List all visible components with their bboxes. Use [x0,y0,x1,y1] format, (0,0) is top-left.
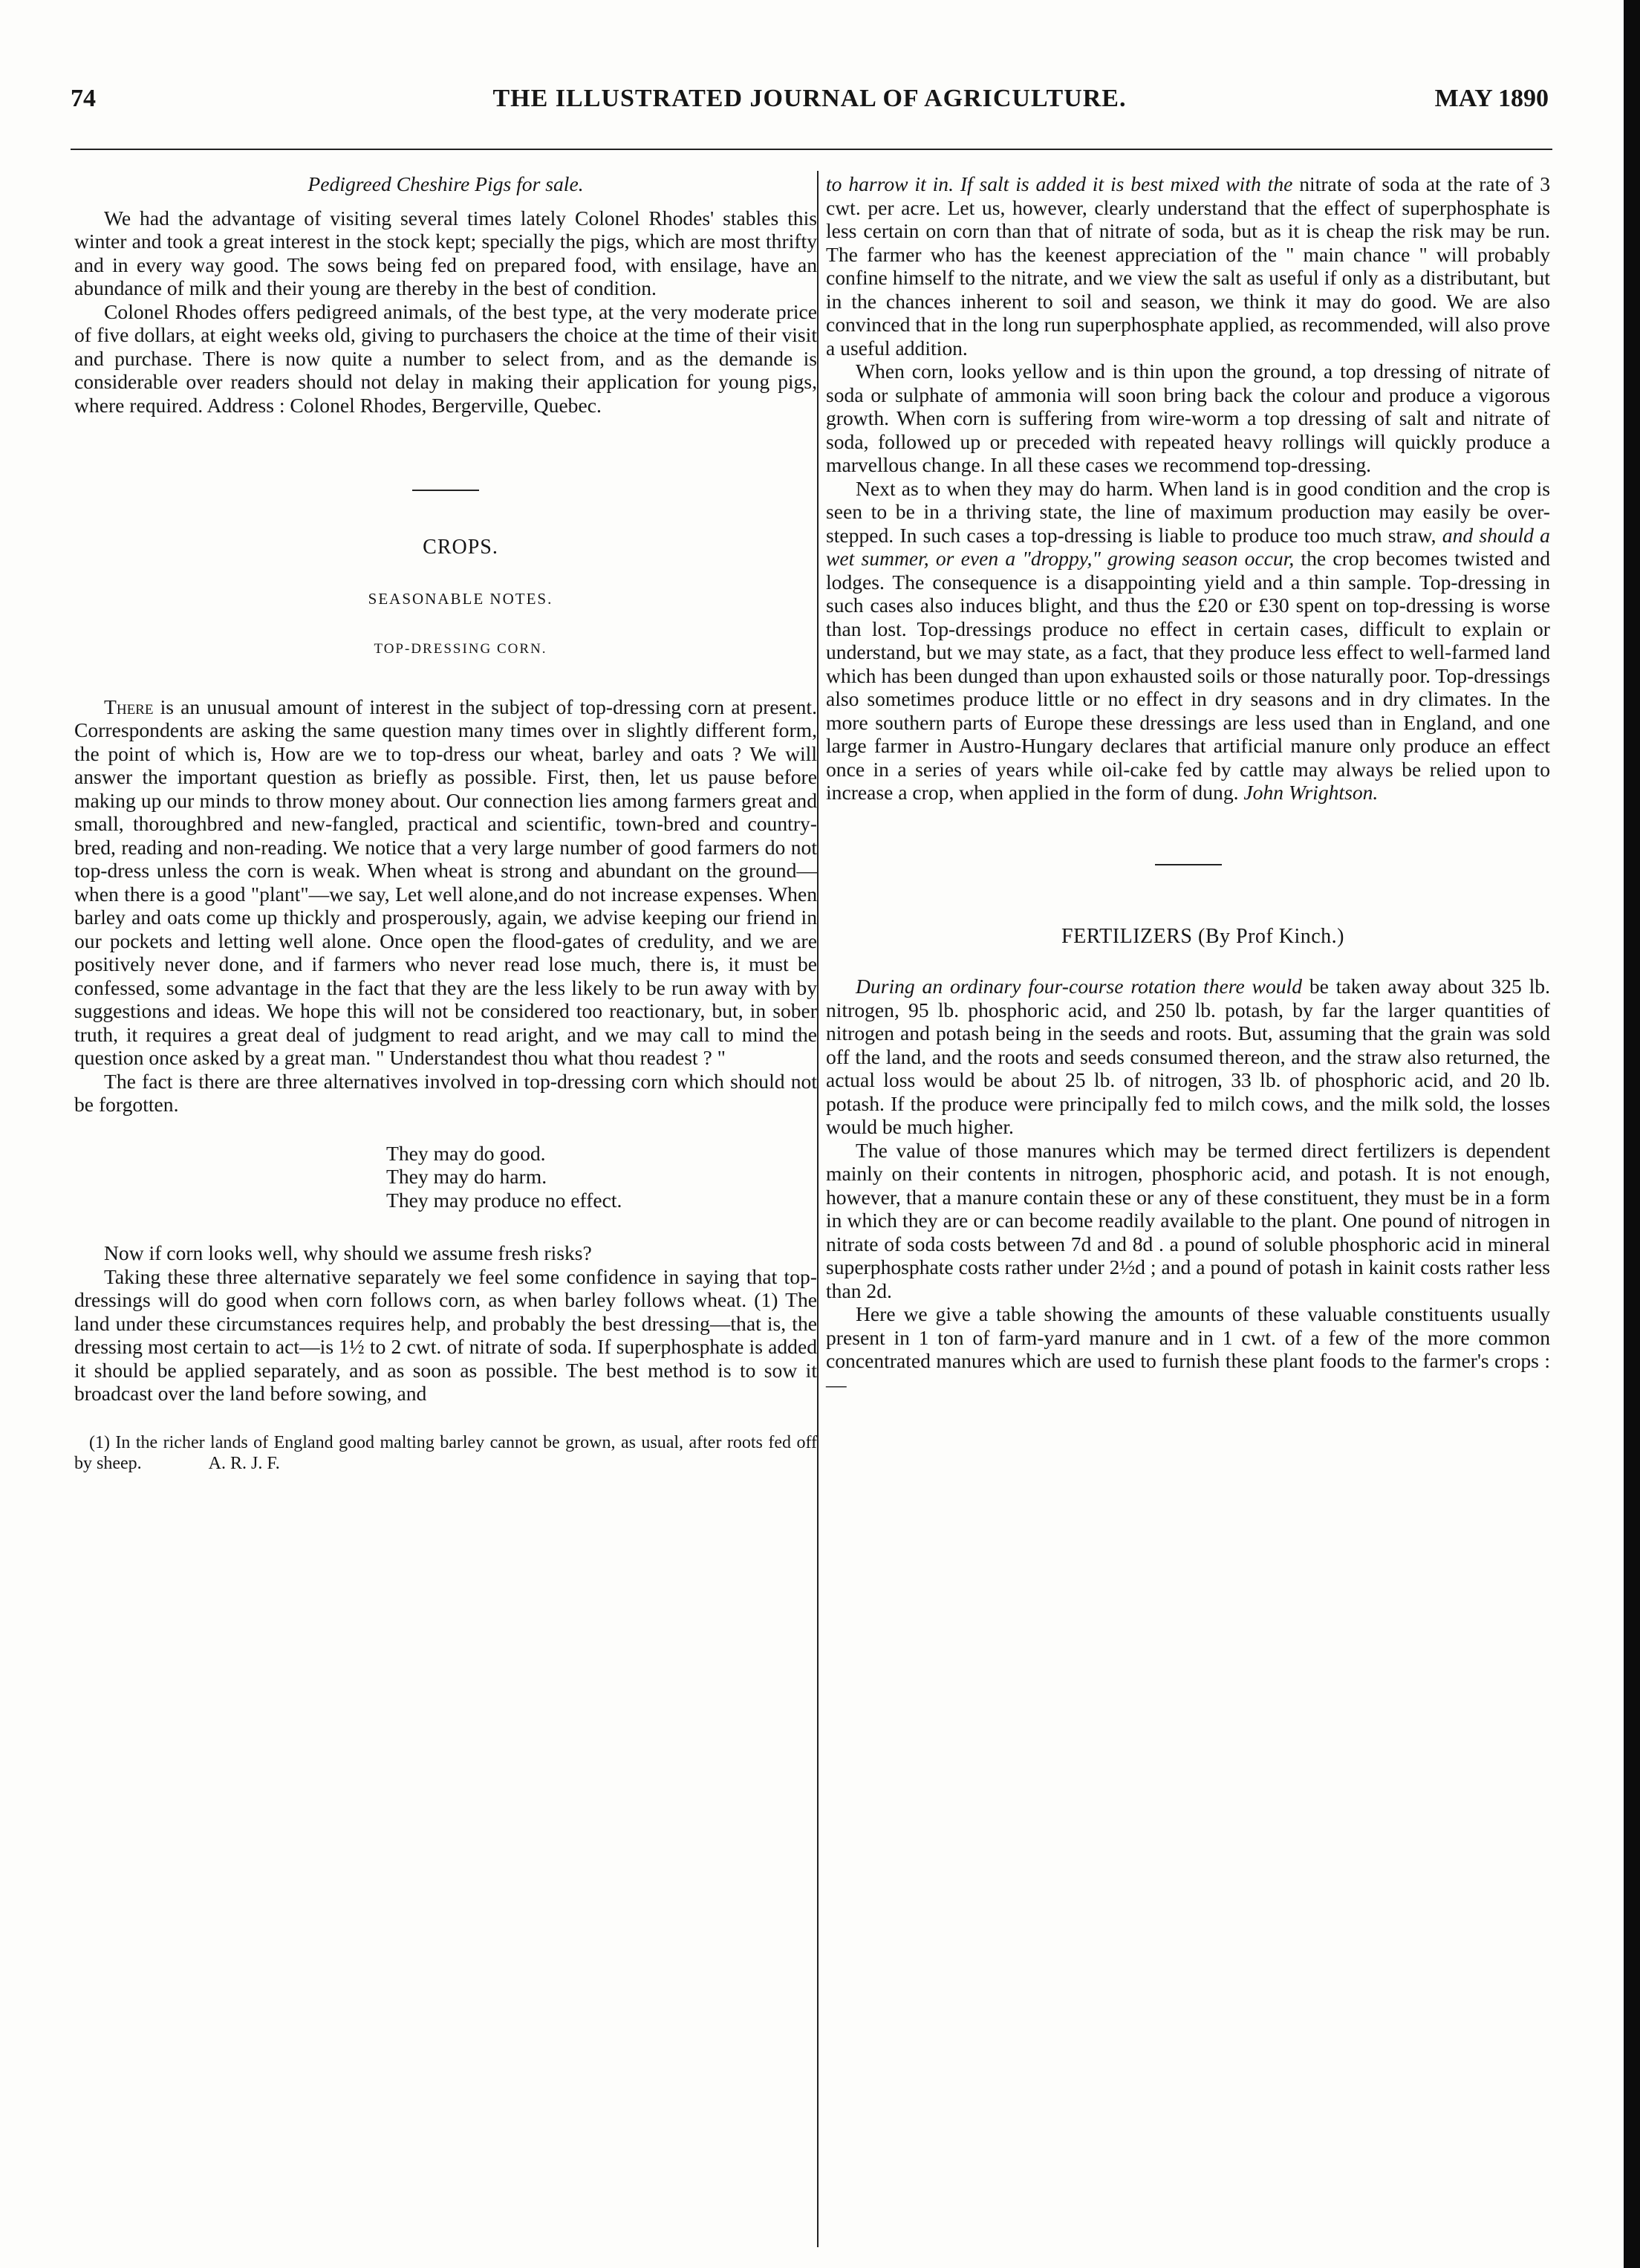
cheshire-heading: Pedigreed Cheshire Pigs for sale. [308,172,584,195]
footnote [74,1432,817,1474]
right-paragraph-3a: Next as to when they may do harm. When land is in good condition and the crop is seen to be in a thriving state, the line of maximum production may easily be over-stepped. In such cases a top-dressing is liable to produce too much straw, [826,476,1550,547]
footnote-text: (1) In the richer lands of England good malting barley cannot be grown, as usual, after roots fed off by sheep. [74,1432,817,1473]
right-paragraph-3b: the crop becomes twisted and lodges. The consequence is a disappointing yield and a thin sample. Top-dressing in such cases also induces blight, and thus the £20 or £30 spent on top-dressing is worse than lost. Top-dressings produce no effect in certain cases, difficult to explain or understand, but we may state, as a fact, that they produce less effect to well-farmed land which has been dunged than upon exhausted soils or those naturally poor. Top-dressings also sometimes produce little or no effect in dry seasons and in dry climates. In the more southern parts of Europe these dressings are less used than in England, and one large farmer in Austro-Hungary declares that artificial manure only produce an effect once in a series of years while oil-cake fed by cattle may always be relied upon to increase a crop, when applied in the form of dung. [826,547,1550,804]
page-number: 74 [71,85,96,112]
crops-paragraph-3: Now if corn looks well, why should we assume fresh risks? [104,1241,592,1264]
alternative-3: They may produce no effect. [386,1188,622,1212]
alternative-2: They may do harm. [386,1165,547,1188]
issue-date: MAY 1890 [1434,85,1549,112]
author-signature: John Wrightson. [1243,781,1379,804]
footnote-signature: A. R. J. F. [208,1453,280,1473]
right-paragraph-1-text: nitrate of soda at the rate of 3 cwt. per acre. Let us, however, clearly understand that the effect of superphosphate is less certain on corn than that of nitrate of soda, but as it is cheap the risk may be run. The farmer who has the keenest appreciation of the " main chance " will probably confine himself to the nitrate, and we view the salt as useful if only as a distributant, but in the chances inherent to soil and season, we think it may do good. We are also convinced that in the long run superphosphate applied, as recommended, will also prove a useful addition. [826,172,1550,360]
fertilizers-paragraph-1-italic: During an ordinary four-course rotation there would [856,975,1303,998]
fertilizers-paragraph-1 [826,975,1550,1139]
fertilizers-heading: FERTILIZERS (By Prof Kinch.) [1061,924,1344,948]
right-paragraph-2: When corn, looks yellow and is thin upon the ground, a top dressing of nitrate of soda or sulphate of ammonia will soon bring back the colour and produce a vigorous growth. When corn is suffering from wire-worm a top dressing of salt and nitrate of soda, followed up or preceded with repeated heavy rollings will quickly produce a marvellous change. In all these cases we recommend top-dressing. [826,360,1550,476]
cheshire-paragraph-1: We had the advantage of visiting several times lately Colonel Rhodes' stables this winter and took a great interest in the stock kept; specially the pigs, which are most thrifty and in every way good. The sows being fed on prepared food, with ensilage, have an abundance of milk and their young are thereby in the best of condition. [74,206,817,299]
right-column [826,172,1550,1396]
right-paragraph-3 [826,477,1550,805]
crops-paragraph-1 [74,695,817,1070]
right-paragraph-1-italic: to harrow it in. If salt is added it is best mixed with the [826,172,1293,195]
fertilizers-paragraph-2: The value of those manures which may be termed direct fertilizers is dependent mainly on their contents in nitrogen, phosphoric acid, and potash. It is not enough, however, that a manure contain these or any of these constituent, they must be in a form in which they are or can become readily available to the plant. One pound of nitrogen in nitrate of soda costs between 7d and 8d . a pound of soluble phosphoric acid in mineral superphosphate costs rather under 2½d ; and a pound of potash in kainit costs rather less than 2d. [826,1138,1550,1302]
drop-word: There [104,695,154,718]
scan-edge-bar [1624,0,1640,2268]
crops-subheading-2: TOP-DRESSING CORN. [374,641,547,657]
alternative-1: They may do good. [386,1141,546,1165]
page-header [71,80,1549,125]
cheshire-paragraph-2: Colonel Rhodes offers pedigreed animals, of the best type, at the very moderate price of five dollars, at eight weeks old, giving to purchasers the choice at the time of their visit and purchase. There is now quite a number to select from, and as the demande is considerable over readers should not delay in making their application for young pigs, where required. Address : Colonel Rhodes, Bergerville, Quebec. [74,299,817,417]
crops-subheading: SEASONABLE NOTES. [368,589,553,608]
header-rule [71,149,1552,150]
crops-paragraph-2: The fact is there are three alternatives involved in top-dressing corn which should not be forgotten. [74,1069,817,1116]
right-paragraph-3-italic: and should a wet summer, or even a "droppy," growing season occur, [826,523,1550,570]
crops-paragraph-1-text: is an unusual amount of interest in the subject of top-dressing corn at present. Correspondents are asking the same question many times over in slightly different form, the point of which is, How are we to top-dress our wheat, barley and oats ? We will answer the important question as briefly as possible. First, then, let us pause before making up our minds to throw money about. Our connection lies among farmers great and small, thoroughbred and new-fangled, practical and scientific, town-bred and country-bred, reading and non-reading. We notice that a very large number of good farmers do not top-dress unless the corn is weak. When wheat is strong and abundant on the ground—when there is a good "plant"—we say, Let well alone,and do not increase expenses. When barley and oats come up thickly and prosperously, again, we advise keeping our friend in our pockets and letting well alone. Once open the flood-gates of credulity, and we are positively never done, and if farmers who never read lose much, there is, it must be confessed, some advantage in the fact that they are the less likely to be run away with by suggestions and ideas. We hope this will not be considered too reactionary, but, in sober truth, it requires a great deal of judgment to read aright, and we may call to mind the question once asked by a great man. " Understandest thou what thou readest ? " [74,695,817,1069]
left-column [74,172,817,1474]
fertilizers-paragraph-1-text: be taken away about 325 lb. nitrogen, 95 lb. phosphoric acid, and 250 lb. potash, by far the larger quantities of nitrogen and potash being in the seeds and roots. But, assuming that the grain was sold off the land, and the roots and seeds consumed thereon, and the straw also returned, the actual loss would be about 25 lb. of nitrogen, 33 lb. of phosphoric acid, and 20 lb. potash. If the produce were principally fed to milch cows, and the milk sold, the losses would be much higher. [826,975,1550,1138]
journal-title: THE ILLUSTRATED JOURNAL OF AGRICULTURE. [492,85,1127,112]
right-paragraph-1 [826,172,1550,360]
fertilizers-paragraph-3: Here we give a table showing the amounts of these valuable constituents usually present in 1 ton of farm-yard manure and in 1 cwt. of a few of the more common concentrated manures which are used to furnish these plant foods to the farmer's crops :— [826,1302,1550,1396]
alternatives-list [386,1142,817,1212]
crops-paragraph-4: Taking these three alternative separately we feel some confidence in saying that top-dressings will do good when corn follows corn, as when barley follows wheat. (1) The land under these circumstances requires help, and probably the best dressing—that is, the dressing most certain to act—is 1½ to 2 cwt. of nitrate of soda. If superphosphate is added it should be applied separately, and as soon as possible. The best method is to sow it broadcast over the land before sowing, and [74,1264,817,1405]
column-divider [817,171,819,2247]
crops-heading: CROPS. [423,536,498,559]
